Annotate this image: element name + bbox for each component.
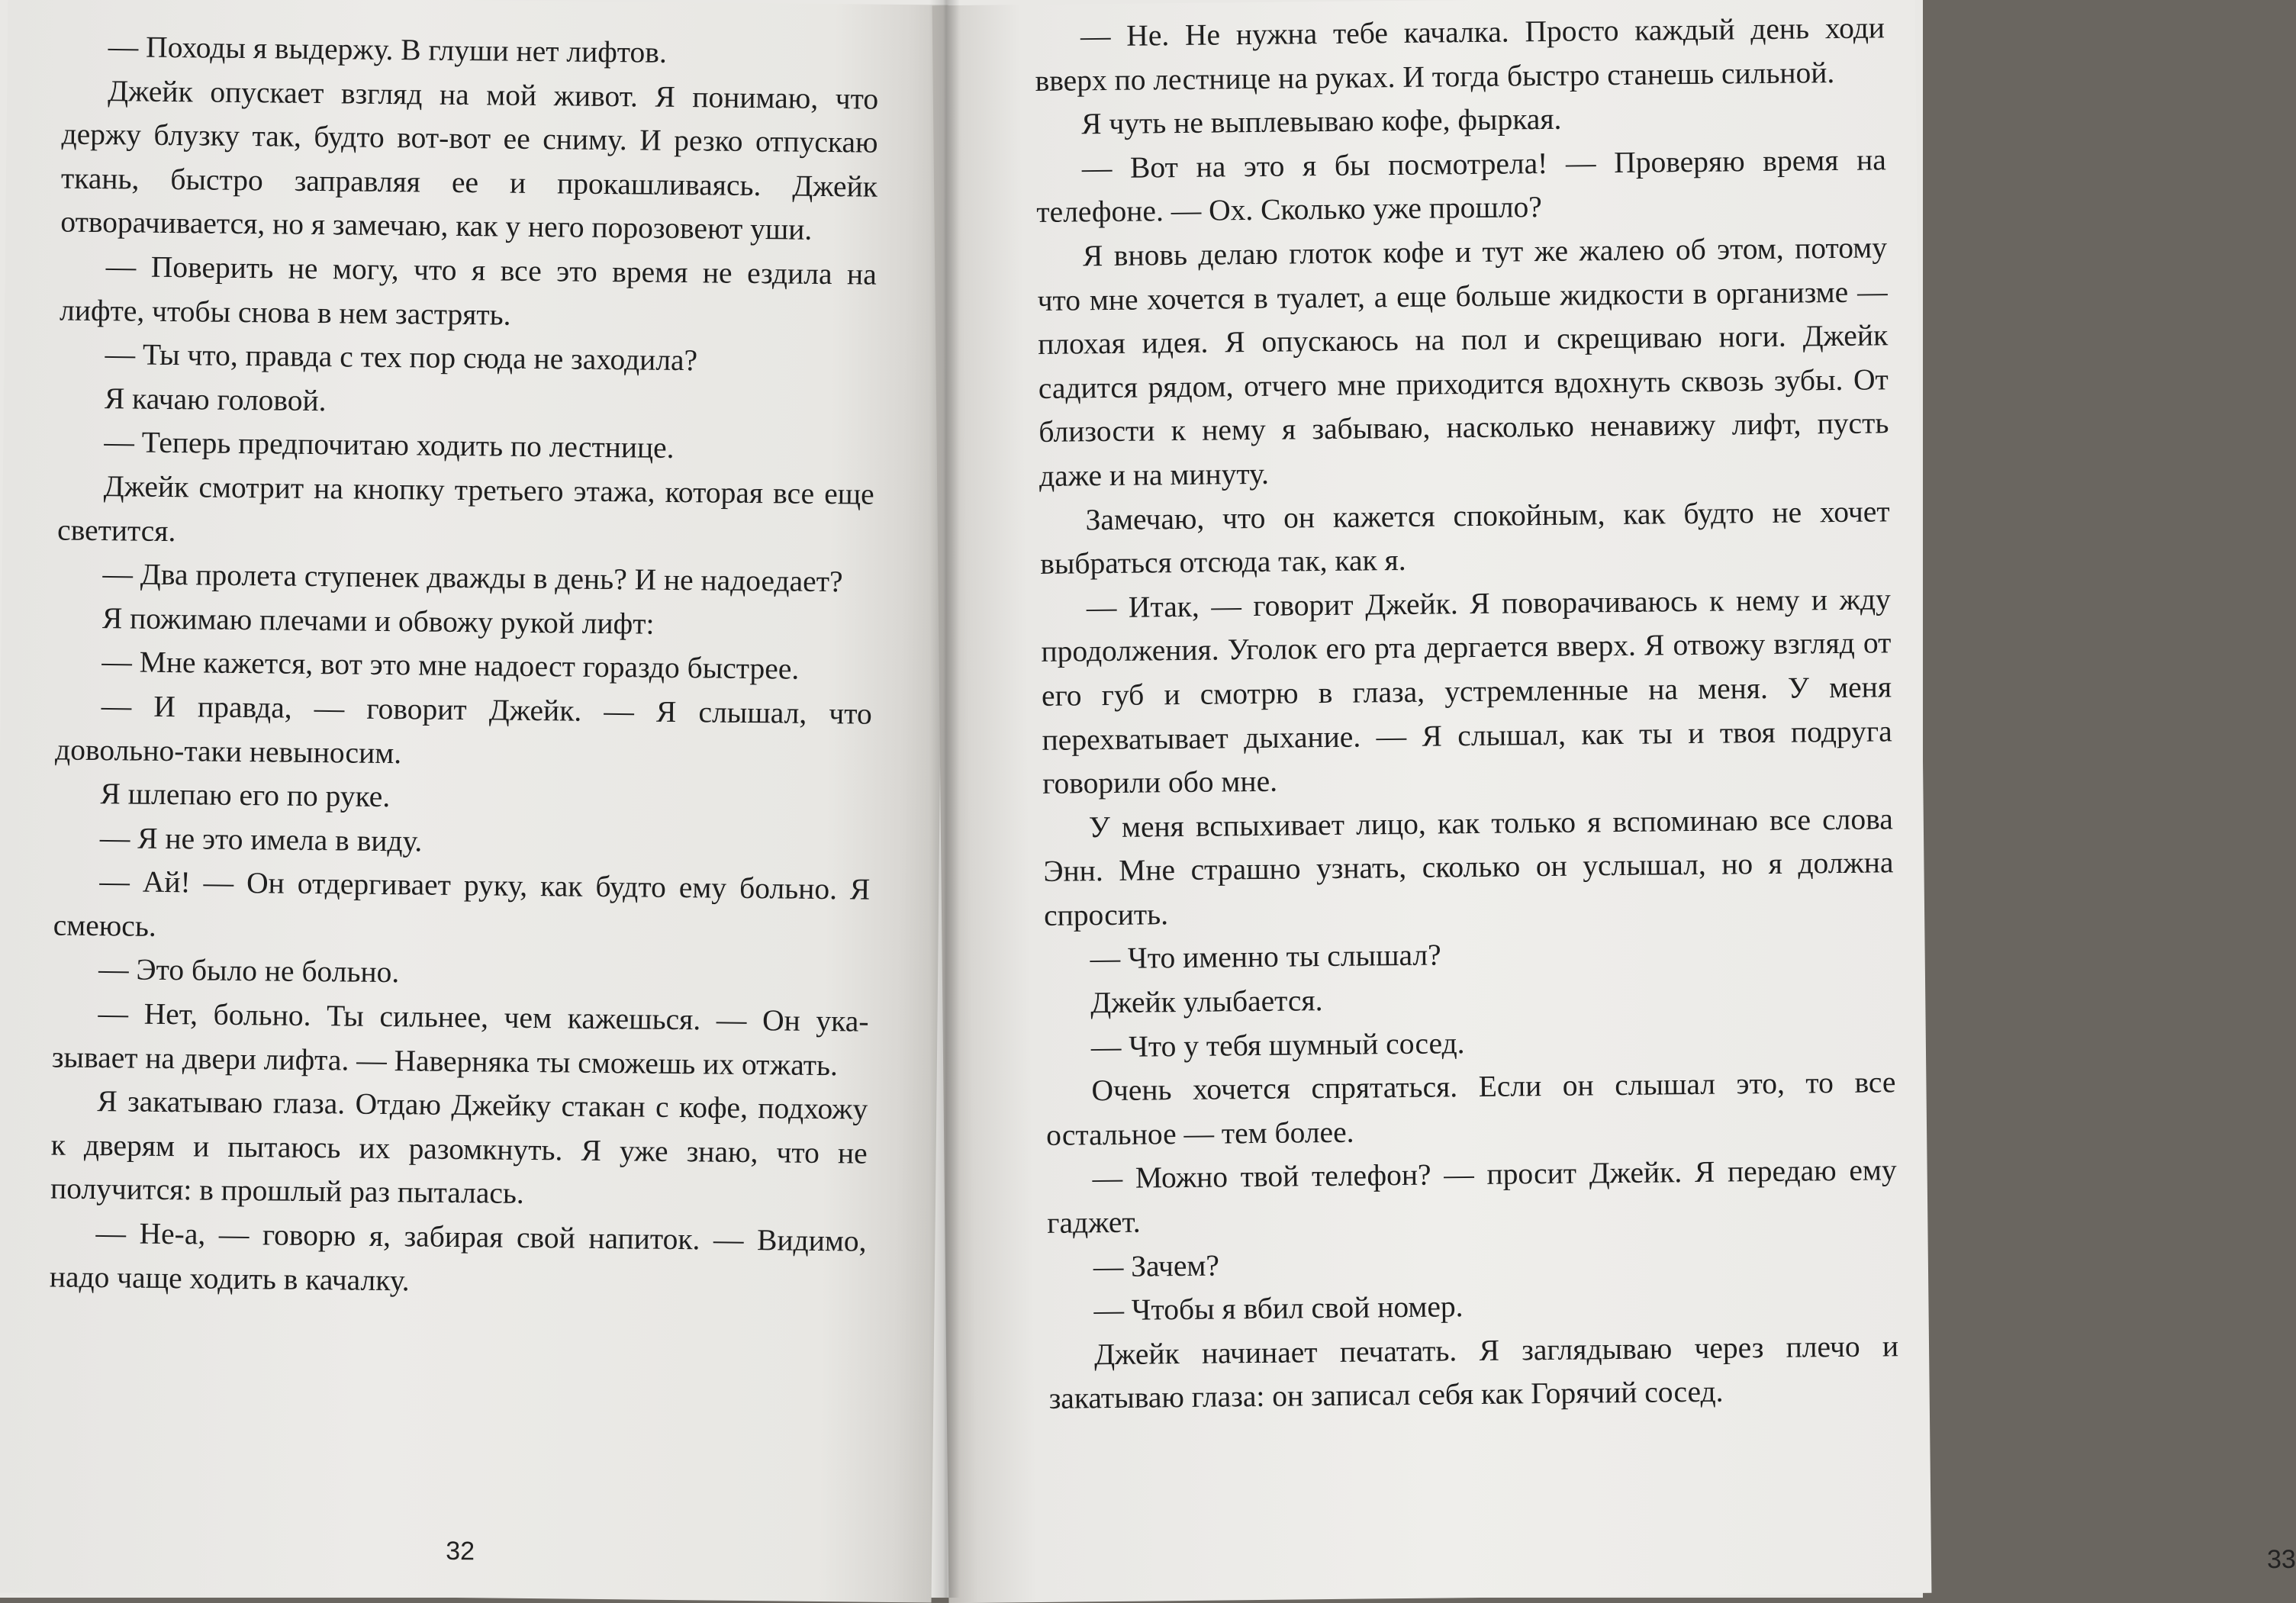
paragraph: — Два пролета ступенек дважды в день? И не надоедает? — [102, 557, 843, 599]
paragraph: — Ты что, правда с тех пор сюда не заходила? — [105, 337, 698, 378]
paragraph: — Вот на это я бы посмотрела! — Проверяю время на телефоне. — Ох. Сколько уже прошло? — [1036, 143, 1886, 230]
paragraph: — Нет, больно. Ты сильнее, чем кажешься. — Он указывает на двери лифта. — Наверняка ты сможешь их отжать. — [51, 996, 869, 1082]
paragraph: — И правда, — говорит Джейк. — Я слышал, что довольно-таки невыносим. — [54, 689, 872, 770]
paragraph: — Я не это имела в виду. — [99, 820, 423, 858]
paragraph: — Что именно ты слышал? — [1090, 938, 1441, 976]
paragraph: Я пожимаю плечами и обвожу рукой лифт: — [101, 600, 655, 641]
paragraph: Замечаю, что он кажется спокойным, как будто не хочет выбраться отсюда так, как я. — [1040, 494, 1890, 581]
paragraph: — Мне кажется, вот это мне надоест гораздо быстрее. — [101, 645, 800, 686]
paragraph: Джейк начинает печатать. Я заглядываю через плечо и закатываю глаза: он записал себя как Горячий сосед. — [1048, 1329, 1899, 1416]
left-page-text — [50, 25, 879, 1308]
paragraph: — Походы я выдержу. В глуши нет лифтов. — [108, 30, 668, 69]
right-page-text — [1035, 6, 1899, 1421]
paragraph: Я чуть не выплевываю кофе, фыркая. — [1080, 101, 1562, 141]
paragraph: — Не. Не нужна тебе качалка. Просто каждый день ходи вверх по лестнице на руках. И тогда быстро станешь сильной. — [1035, 11, 1885, 98]
paragraph: — Поверить не могу, что я все это время не ездила на лифте, чтобы снова в нем застрять. — [59, 249, 877, 332]
paragraph: Я закатываю глаза. Отдаю Джейку стакан с кофе, подхожу к дверям и пытаюсь их разомкнуть. Я уже знаю, что не получится: в прошлый раз пыталась. — [50, 1084, 868, 1211]
page-number-right: 33 — [2266, 1544, 2296, 1575]
paragraph: Очень хочется спрятаться. Если он слышал это, то все остальное — тем более. — [1045, 1065, 1896, 1152]
paragraph: Джейк смотрит на кнопку третьего этажа, которая все еще светится. — [56, 469, 874, 548]
paragraph: — Зачем? — [1093, 1248, 1220, 1283]
paragraph: Джейк опускает взгляд на мой живот. Я понимаю, что держу блузку так, будто вот-вот ее сниму. И резко отпускаю ткань, быстро заправляя ее и прокашливаясь. Джейк отворачивается, но я замечаю, как у него порозовеют уши. — [60, 73, 879, 247]
left-page — [0, 0, 948, 1603]
paragraph: — Чтобы я вбил свой номер. — [1093, 1289, 1464, 1328]
paragraph: — Теперь предпочитаю ходить по лестнице. — [104, 425, 675, 465]
paragraph: Я качаю головой. — [104, 381, 327, 417]
paragraph: Я вновь делаю глоток кофе и тут же жалею об этом, потому что мне хочется в туалет, а еще больше жидкости в организме — плохая идея. Я опускаюсь на пол и скрещиваю ноги. Джейк садится рядом, отчего мне приходится вдохнуть сквозь зубы. От близости к нему я забываю, насколько ненавижу лифт, пусть даже и на минуту. — [1037, 230, 1889, 493]
paragraph: У меня вспыхивает лицо, как только я вспоминаю все слова Энн. Мне страшно узнать, сколько он услышал, но я должна спросить. — [1043, 801, 1894, 932]
paragraph: Джейк улыбается. — [1090, 983, 1323, 1020]
paragraph: — Это было не больно. — [98, 952, 400, 990]
right-page — [932, 0, 2296, 1603]
paragraph: — Что у тебя шумный сосед. — [1090, 1025, 1465, 1064]
paragraph: — Ай! — Он отдергивает руку, как будто ему больно. Я смеюсь. — [53, 864, 871, 943]
paragraph: — Не-а, — говорю я, забирая свой напиток. — Видимо, надо чаще ходить в качалку. — [49, 1216, 867, 1297]
paragraph: — Можно твой телефон? — просит Джейк. Я передаю ему гаджет. — [1047, 1153, 1897, 1240]
page-number-left: 32 — [445, 1536, 475, 1566]
paragraph: Я шлепаю его по руке. — [100, 777, 391, 814]
paragraph: — Итак, — говорит Джейк. Я поворачиваюсь к нему и жду продолжения. Уголок его рта дергается вверх. Я отвожу взгляд от его губ и смотрю в глаза, устремленные на меня. У меня перехватывает дыхание. — Я слышал, как ты и твоя подруга говорили обо мне. — [1041, 581, 1892, 801]
